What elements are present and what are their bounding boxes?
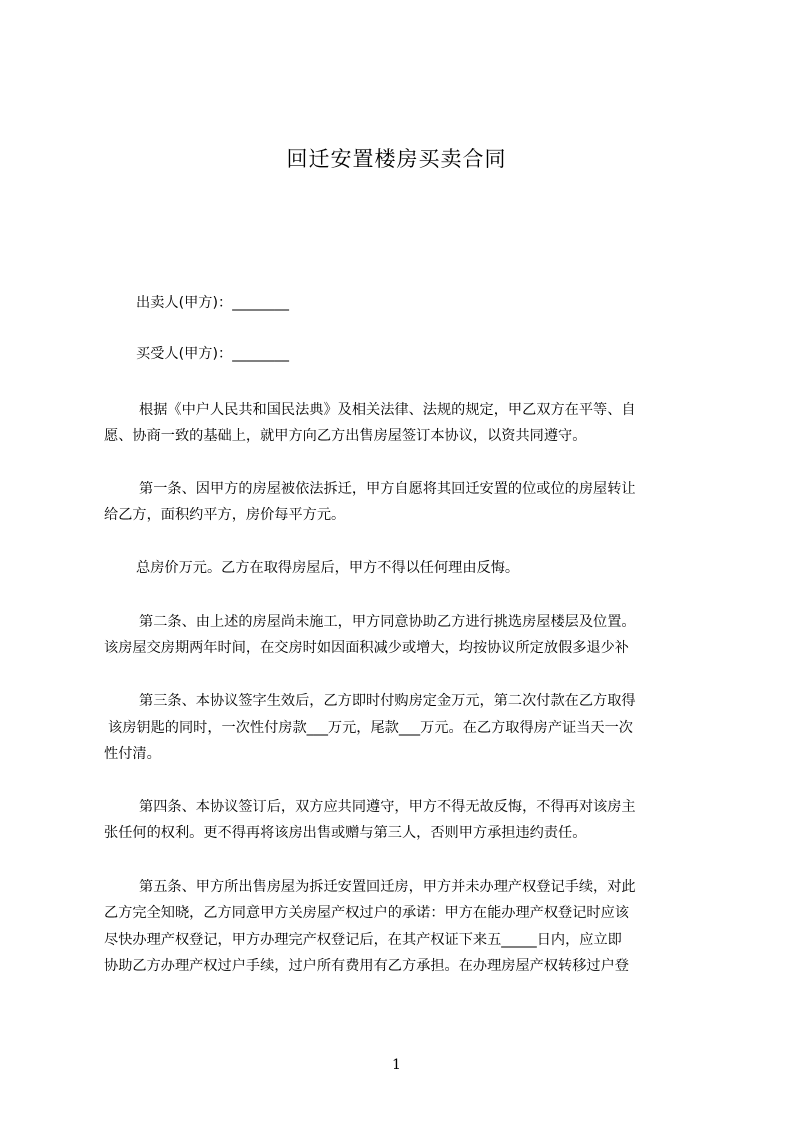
article5-line-4: 协助乙方办理产权过户手续，过户所有费用有乙方承担。在办理房屋产权转移过户登: [104, 958, 629, 974]
article3-line-2: 该房钥匙的同时，一次性付房款___万元，尾款___万元。在乙方取得房产证当天一次: [108, 720, 633, 736]
article2-line-1: 第二条、由上述的房屋尚未施工，甲方同意协助乙方进行挑选房屋楼层及位置。: [139, 614, 636, 630]
preamble-line-2: 愿、协商一致的基础上，就甲方向乙方出售房屋签订本协议，以资共同遵守。: [104, 428, 587, 444]
article5-line-3: 尽快办理产权登记，甲方办理完产权登记后，在其产权证下来五_____日内，应立即: [104, 932, 622, 948]
article2-line-2: 该房屋交房期两年时间，在交房时如因面积减少或增大，均按协议所定放假多退少补: [104, 640, 629, 656]
preamble-line-1: 根据《中户人民共和国民法典》及相关法律、法规的规定，甲乙双方在平等、自: [139, 402, 636, 418]
article1-line-1: 第一条、因甲方的房屋被依法拆迁，甲方自愿将其回迁安置的位或位的房屋转让: [139, 481, 636, 497]
article1-line-2: 给乙方，面积约平方，房价每平方元。: [104, 507, 346, 523]
total-price-line: 总房价万元。乙方在取得房屋后，甲方不得以任何理由反悔。: [136, 560, 520, 576]
buyer-line: 买受人(甲方)：________: [136, 346, 289, 362]
document-title: 回迁安置楼房买卖合同: [286, 147, 507, 171]
page-number: 1: [392, 1057, 401, 1073]
article5-line-2: 乙方完全知晓，乙方同意甲方关房屋产权过户的承诺：甲方在能办理产权登记时应该: [104, 905, 629, 921]
seller-line: 出卖人(甲方)：________: [136, 295, 289, 311]
article3-line-3: 性付清。: [104, 746, 161, 762]
article4-line-1: 第四条、本协议签订后，双方应共同遵守，甲方不得无故反悔，不得再对该房主: [139, 799, 636, 815]
article3-line-1: 第三条、本协议签字生效后，乙方即时付购房定金万元，第二次付款在乙方取得: [139, 693, 636, 709]
article4-line-2: 张任何的权利。更不得再将该房出售或赠与第三人，否则甲方承担违约责任。: [104, 825, 587, 841]
article5-line-1: 第五条、甲方所出售房屋为拆迁安置回迁房，甲方并未办理产权登记手续，对此: [139, 879, 636, 895]
